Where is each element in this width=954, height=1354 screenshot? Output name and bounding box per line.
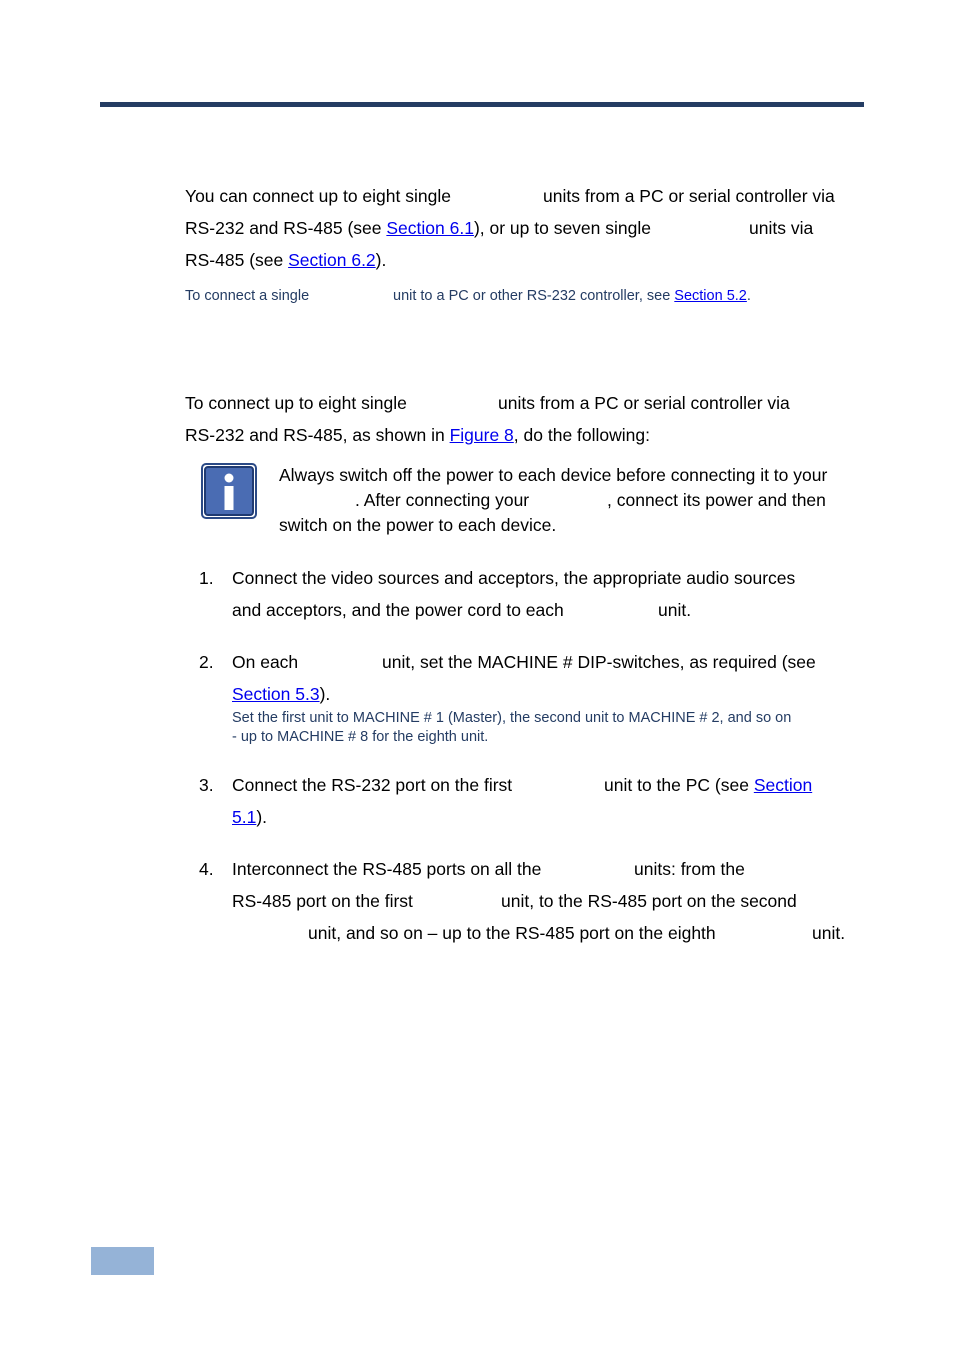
step-2-line-2 [232,684,330,705]
info-text: . After connecting your [355,490,530,510]
step-1-line-2b: unit. [658,600,692,620]
step-3-line-1a: Connect the RS-232 port on the first [232,775,513,795]
info-line-3 [279,515,556,536]
step-number: 2. [199,652,214,672]
section-line-1 [185,393,407,414]
note-text: . [746,288,751,304]
intro-text: RS-485 (see [185,250,289,270]
note-text: To connect a single [185,288,310,304]
page-number-tab [91,1247,154,1275]
info-icon [201,463,257,519]
step-4-line-1b: units: from the [634,859,745,879]
note-text: unit to a PC or other RS-232 controller, see [393,288,675,304]
section-text: RS-232 and RS-485, as shown in [185,425,450,445]
link-section-5-1-cont[interactable]: 5.1 [232,807,257,827]
link-section-5-3[interactable]: Section 5.3 [232,684,320,704]
step-text: ). [256,807,268,827]
step-text: unit to the PC (see [604,775,754,795]
step-2-line-1a: On each [232,652,299,672]
step-4-line-2a: RS-485 port on the first [232,891,413,911]
intro-line-3 [185,250,386,271]
info-line-2b [607,490,826,511]
link-section-6-2[interactable]: Section 6.2 [288,250,376,270]
step-2-note-1: Set the first unit to MACHINE # 1 (Master), the second unit to MACHINE # 2, and so on [232,710,792,726]
step-1-line-2a: and acceptors, and the power cord to each [232,600,564,620]
link-section-5-2[interactable]: Section 5.2 [674,288,747,304]
step-number: 1. [199,568,214,588]
info-text: Always switch off the power to each device before connecting it to your [279,465,828,485]
section-text: units from a PC or serial controller via [498,393,790,413]
step-2-line-1b: unit, set the MACHINE # DIP-switches, as required (see [382,652,816,672]
step-3-line-1b [604,775,812,796]
link-figure-8[interactable]: Figure 8 [449,425,514,445]
section-text: , do the following: [513,425,650,445]
intro-line-1b [543,186,835,207]
step-4-line-3b: unit. [812,923,846,943]
info-line-2 [355,490,529,511]
step-1-line-1: Connect the video sources and acceptors, the appropriate audio sources [232,568,796,588]
header-rule [100,102,864,107]
intro-line-2 [185,218,651,239]
intro-note-b [393,288,751,304]
intro-line-1 [185,186,451,207]
intro-text: You can connect up to eight single [185,186,451,206]
intro-text: units from a PC or serial controller via [543,186,835,206]
intro-text: ), or up to seven single [473,218,651,238]
intro-text: units via [749,218,814,238]
step-number: 3. [199,775,214,795]
step-text: ). [319,684,331,704]
link-section-6-1[interactable]: Section 6.1 [386,218,474,238]
step-4-line-2b: unit, to the RS-485 port on the second [501,891,797,911]
section-text: To connect up to eight single [185,393,407,413]
info-text: switch on the power to each device. [279,515,557,535]
link-section-5-1[interactable]: Section [753,775,813,795]
section-line-2 [185,425,650,446]
step-4-line-3a: unit, and so on – up to the RS-485 port on the eighth [308,923,716,943]
intro-text: RS-232 and RS-485 (see [185,218,387,238]
intro-note-a [185,288,309,304]
info-text: , connect its power and then [607,490,826,510]
intro-line-2c [749,218,813,239]
step-2-note-2: - up to MACHINE # 8 for the eighth unit. [232,729,489,745]
step-4-line-1a: Interconnect the RS-485 ports on all the [232,859,542,879]
step-number: 4. [199,859,214,879]
section-line-1b [498,393,790,414]
intro-text: ). [375,250,387,270]
step-3-line-2 [232,807,267,828]
info-line-1 [279,465,827,486]
